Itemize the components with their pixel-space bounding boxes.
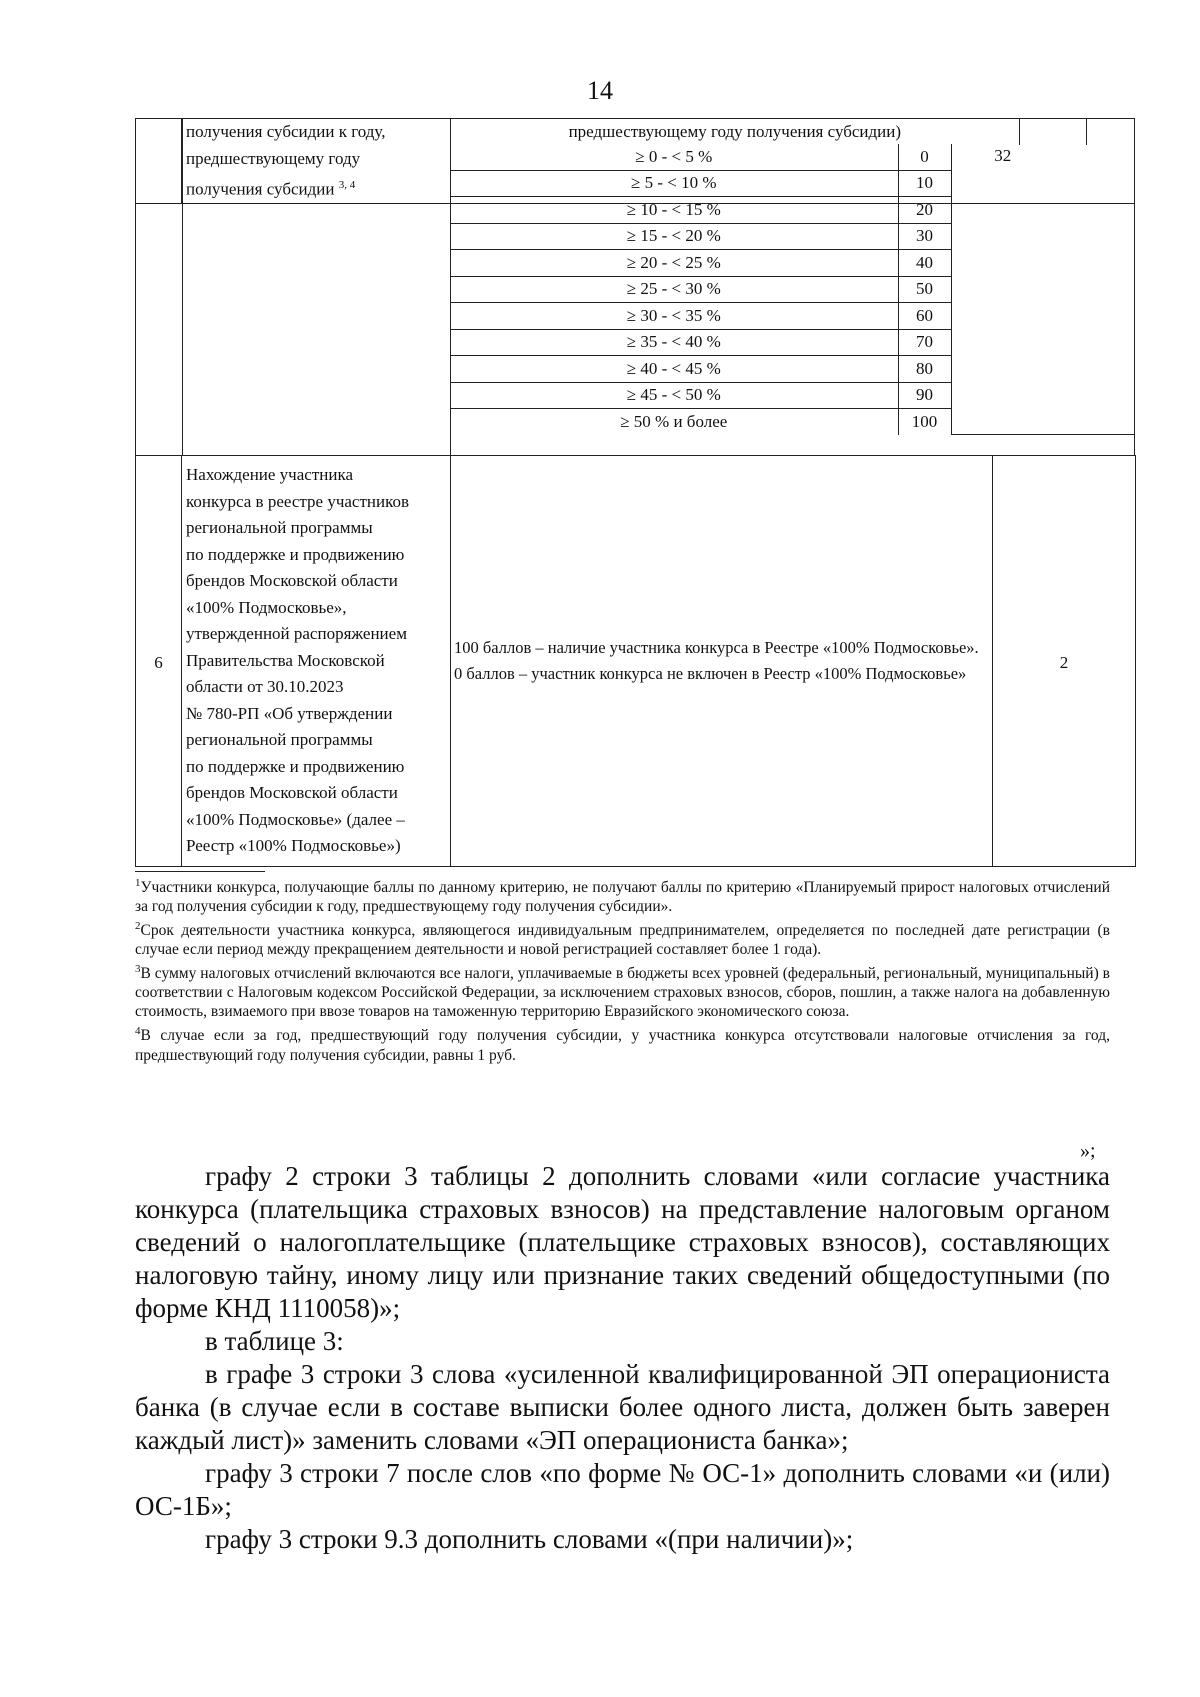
range-cell: ≥ 25 - < 30 %: [450, 276, 898, 303]
points-cell: 30: [898, 223, 951, 250]
scale-header-row: [451, 119, 1134, 145]
footnote-text: Срок деятельности участника конкурса, являющегося индивидуальным предпринимателем, определяется по последней дате регистрации (в случае если период между прекращением деятельности и новой регистрацией составляет более 1 года).: [135, 922, 1110, 959]
range-cell: ≥ 20 - < 25 %: [450, 250, 898, 277]
criterion-line: получения субсидии к году,: [186, 122, 386, 141]
footnote-mark: 1: [135, 877, 141, 889]
footnote-text: В случае если за год, предшествующий году получения субсидии, у участника конкурса отсутствовали налоговые отчисления за год, предшествующий году получения субсидии, равны 1 руб.: [135, 1027, 1110, 1064]
footnote-text: В сумму налоговых отчислений включаются все налоги, уплачиваемые в бюджеты всех уровней (федеральный, региональный, муниципальный) в соответствии с Налоговым кодексом Российской Федерации, за исключением страховых взносов, сборов, пошлин, а также налога на добавленную стоимость, взимаемого при ввозе товаров на таможенную территорию Евразийского экономического союза.: [135, 965, 1110, 1021]
criterion-line: «100% Подмосковье»,: [186, 597, 347, 617]
criterion-line: № 780-РП «Об утверждении: [186, 703, 393, 723]
criterion-line: брендов Московской области: [186, 571, 398, 591]
paragraph: графу 3 строки 7 после слов «по форме № ОС-1» дополнить словами «и (или) ОС-1Б»;: [135, 1458, 1110, 1521]
criterion-cell: [182, 456, 451, 867]
footnote: [135, 917, 1110, 959]
criterion-line: региональной программы: [186, 730, 373, 750]
table-row-6: [136, 456, 1136, 867]
quote-close: »;: [1080, 1140, 1096, 1162]
criterion-line: брендов Московской области: [186, 783, 398, 803]
range-cell: ≥ 35 - < 40 %: [450, 329, 898, 356]
points-cell: 70: [898, 329, 951, 356]
range-cell: ≥ 40 - < 45 %: [450, 356, 898, 383]
criterion-line: утвержденной распоряжением: [186, 624, 407, 644]
footnote: [135, 874, 1110, 916]
footnote-mark: 3: [135, 963, 141, 976]
paragraph: графу 2 строки 3 таблицы 2 дополнить словами «или согласие участника конкурса (плательщика страховых взносов) на представление налоговым органом сведений о налогоплательщике (плательщике страховых взносов), составляющих налоговую тайну, иному лицу или признание таких сведений общедоступными (по форме КНД 1110058)»;: [135, 1161, 1110, 1323]
points-cell: 50: [898, 276, 951, 303]
points-cell: 20: [898, 197, 951, 224]
criterion-line: по поддержке и продвижению: [186, 544, 405, 564]
points-description-2: 0 баллов – участник конкурса не включен в Реестр «100% Подмосковье»: [454, 664, 967, 683]
scale-rows-table: [450, 144, 1134, 435]
criterion-line: «100% Подмосковье» (далее –: [186, 809, 405, 829]
points-cell: 40: [898, 250, 951, 277]
footnote: [135, 960, 1110, 1021]
footnote-text: Участники конкурса, получающие баллы по данному критерию, не получают баллы по критерию «Планируемый прирост налоговых отчислений за год получения субсидии к году, предшествующему году получения субсидии».: [135, 879, 1110, 916]
criteria-table-row6: [135, 455, 1136, 867]
criterion-line: области от 30.10.2023: [186, 677, 344, 697]
row-number-cell: [136, 456, 182, 867]
range-cell: ≥ 15 - < 20 %: [450, 223, 898, 250]
criterion-line: конкурса в реестре участников: [186, 491, 410, 511]
row5-number-column: [135, 118, 183, 456]
footnote-mark: 2: [135, 920, 141, 933]
range-cell: ≥ 50 % и более: [450, 409, 898, 435]
points-description-cell: [451, 456, 993, 867]
row5-right-border: [1134, 118, 1135, 456]
row-number: 6: [154, 652, 163, 672]
max-weight-value: 32: [994, 146, 1012, 165]
criterion-line: по поддержке и продвижению: [186, 756, 405, 776]
points-cell: 10: [898, 170, 951, 197]
footnote: [135, 1022, 1110, 1064]
criterion-line: Нахождение участника: [186, 465, 353, 485]
max-weight-cell: [951, 144, 1134, 435]
range-cell: ≥ 10 - < 15 %: [450, 197, 898, 224]
footnote-mark: 4: [135, 1025, 141, 1038]
range-cell: ≥ 5 - < 10 %: [450, 170, 898, 197]
scale-header-empty: [1086, 119, 1134, 145]
range-cell: ≥ 45 - < 50 %: [450, 382, 898, 409]
points-description-1: 100 баллов – наличие участника конкурса в Реестре «100% Подмосковье».: [454, 638, 979, 657]
paragraph: в графе 3 строки 3 слова «усиленной квалифицированной ЭП операциониста банка (в случае если в составе выписки более одного листа, должен быть заверен каждый лист)» заменить словами «ЭП операциониста банка»;: [135, 1359, 1110, 1455]
range-cell: ≥ 0 - < 5 %: [450, 144, 898, 170]
points-cell: 100: [898, 409, 951, 435]
points-scale-table: [451, 119, 1134, 145]
paragraph: в таблице 3:: [205, 1326, 344, 1356]
amendment-text: [135, 1160, 1110, 1556]
points-cell: 0: [898, 144, 951, 170]
criterion-line: региональной программы: [186, 518, 373, 538]
scale-row: [450, 144, 1134, 170]
scale-header-text: предшествующему году получения субсидии): [451, 119, 1019, 145]
footnote-ref: 3, 4: [338, 179, 356, 191]
footnote-separator: [135, 871, 265, 872]
range-cell: ≥ 30 - < 35 %: [450, 303, 898, 330]
criterion-line: Реестр «100% Подмосковье»): [186, 836, 401, 856]
scale-header-empty: [1019, 119, 1086, 145]
max-weight-value: 2: [1059, 652, 1069, 672]
points-cell: 90: [898, 382, 951, 409]
scale-grid: [450, 144, 1134, 435]
criterion-line-text: получения субсидии: [186, 179, 335, 199]
footnotes: [135, 871, 1110, 1066]
paragraph: графу 3 строки 9.3 дополнить словами «(при наличии)»;: [205, 1524, 854, 1554]
criterion-line: предшествующему году: [186, 148, 361, 168]
criterion-line: Правительства Московской: [186, 650, 385, 670]
points-cell: 60: [898, 303, 951, 330]
points-cell: 80: [898, 356, 951, 383]
page-number: 14: [587, 76, 613, 105]
row5-criterion-column: [181, 118, 451, 456]
max-weight-cell: [993, 456, 1136, 867]
